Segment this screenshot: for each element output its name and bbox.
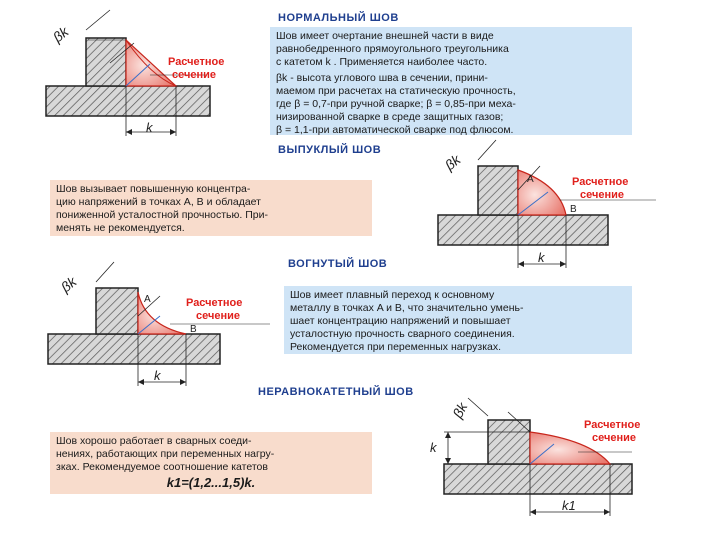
section-title: НОРМАЛЬНЫЙ ШОВ (278, 12, 399, 24)
description-box (50, 432, 372, 494)
vertical-plate (86, 38, 126, 86)
text-line: Рекомендуется при переменных нагрузках. (290, 341, 502, 353)
normal-weld-diagram (46, 10, 224, 136)
convex-weld-diagram (438, 140, 656, 268)
section-title: ВЫПУКЛЫЙ ШОВ (278, 144, 382, 156)
diagram-label: сечение (592, 432, 636, 444)
diagram-label: βk (449, 399, 471, 421)
point-b-label: B (570, 204, 577, 215)
k-label: k (146, 120, 153, 135)
base-plate (46, 86, 210, 116)
text-line: маемом при расчетах на статическую прочность, (276, 85, 516, 97)
description-box (284, 286, 632, 354)
section-title: ВОГНУТЫЙ ШОВ (288, 258, 388, 270)
calc-section-label: сечение (172, 69, 216, 81)
text-line: Шов вызывает повышенную концентра- (56, 183, 251, 195)
beta-k-label: βk (49, 23, 72, 46)
text-line: Шов имеет очертание внешней части в виде (276, 30, 494, 42)
weld-bead (518, 170, 566, 215)
text-line: где β = 0,7-при ручной сварке; β = 0,85-при меха- (276, 98, 516, 110)
diagram-label: k (154, 368, 161, 383)
point-a-label: A (527, 174, 534, 185)
diagram-label: βk (441, 151, 464, 174)
text-line: с катетом k . Применяется наиболее часто. (276, 56, 488, 68)
description-box (50, 180, 372, 236)
description-box (270, 27, 632, 69)
concave-weld-diagram (48, 262, 270, 386)
calc-section-label: Расчетное (168, 56, 225, 68)
unequal-leg-weld-diagram (430, 398, 640, 516)
diagram-label: k (430, 440, 437, 455)
text-line: Шов имеет плавный переход к основному (290, 289, 495, 301)
diagram-label: сечение (580, 189, 624, 201)
diagram-label: A (144, 294, 151, 305)
diagram-label: B (190, 324, 197, 335)
description-box (270, 69, 632, 135)
diagram-label: сечение (196, 310, 240, 322)
text-line: зках. Рекомендуемое соотношение катетов (56, 461, 268, 473)
text-line: Шов хорошо работает в сварных соеди- (56, 435, 252, 447)
ratio-formula: k1=(1,2...1,5)k. (166, 475, 256, 490)
base-plate (444, 464, 632, 494)
diagram-label: k (538, 250, 545, 265)
text-line: цию напряжений в точках A, B и обладает (56, 196, 261, 208)
base-plate (48, 334, 220, 364)
text-line: нениях, работающих при переменных нагру- (56, 448, 275, 460)
text-line: низированной сварке в среде защитных газов; (276, 111, 504, 123)
text-line: β = 1,1-при автоматической сварке под флюсом. (276, 124, 514, 136)
diagram-label: Расчетное (186, 297, 243, 309)
text-line: металлу в точках A и B, что значительно умень- (290, 302, 524, 314)
text-line: пониженной усталостной прочностью. При- (56, 209, 268, 221)
text-line: βk - высота углового шва в сечении, прини- (276, 72, 488, 84)
diagram-label: Расчетное (572, 176, 629, 188)
k1-label: k1 (562, 498, 576, 513)
section-title: НЕРАВНОКАТЕТНЫЙ ШОВ (258, 386, 414, 398)
text-line: равнобедренного прямоугольного треугольника (276, 43, 509, 55)
vertical-plate (96, 288, 138, 334)
text-line: усталостную прочность сварного соединения. (290, 328, 515, 340)
diagram-label: βk (57, 273, 80, 296)
text-line: менять не рекомендуется. (56, 222, 185, 234)
text-line: шает концентрацию напряжений и повышает (290, 315, 511, 327)
vertical-plate (478, 166, 518, 215)
base-plate (438, 215, 608, 245)
diagram-label: Расчетное (584, 419, 641, 431)
